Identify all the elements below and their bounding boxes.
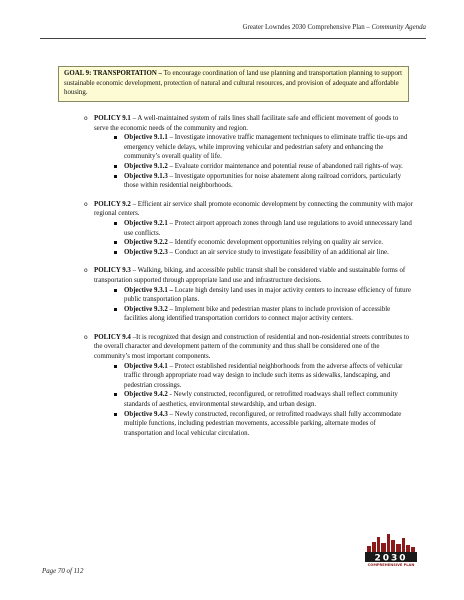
objective-list [94, 133, 414, 191]
policy-label: POLICY 9.3 [94, 267, 131, 275]
objective-text: – Protect established residential neighborhoods from the adverse affects of vehicular traffic through appropriate road way design to include such items as sidewalks, landscaping, and pedestrian crossings. [124, 362, 403, 389]
outline-bullet-icon: o [84, 333, 88, 341]
objective-9-1-1 [94, 133, 414, 162]
objective-9-2-2 [94, 238, 414, 248]
page-number: Page 70 of 112 [42, 568, 84, 575]
policy-text: – Walking, biking, and accessible public transit shall be considered viable and sustainable forms of transportation supported through appropriate land use and infrastructure decisions. [94, 267, 406, 284]
objective-label: Objective 9.4.2 [124, 391, 168, 399]
square-bullet-icon [114, 175, 117, 178]
objective-text: – Investigate innovative traffic management techniques to eliminate traffic tie-ups and emergency vehicle delays, while improving vehicular and pedestrian safety and enhancing the community’s overall quality of life. [124, 134, 408, 161]
objective-text: – Investigate opportunities for noise abatement along railroad corridors, particularly those within residential neighborhoods. [124, 172, 402, 190]
objective-text: – Implement bike and pedestrian master plans to include provision of accessible facilities along identified transportation corridors to connect major activity centers. [124, 305, 391, 323]
logo-caption: COMPREHENSIVE PLAN [367, 563, 415, 567]
objective-label: Objective 9.1.1 [124, 134, 168, 142]
objective-text: - Newly constructed, reconfigured, or retrofitted roadways shall reflect community standards of aesthetics, environmental stewardship, and urban design. [124, 391, 398, 409]
square-bullet-icon [114, 222, 117, 225]
goal-text: To encourage coordination of land use planning and transportation planning to support sustainable economic development, protection of natural and cultural resources, and provision of adequate and affordable housing. [64, 70, 403, 97]
square-bullet-icon [114, 251, 117, 254]
header-title: Greater Lowndes 2030 Comprehensive Plan [242, 24, 365, 31]
square-bullet-icon [114, 289, 117, 292]
objective-9-2-1 [94, 219, 414, 238]
policy-label: POLICY 9.2 [94, 200, 131, 208]
policy-list [84, 114, 414, 447]
objective-text: – Identify economic development opportunities relying on quality air service. [167, 239, 384, 247]
policy-label: POLICY 9.4 [94, 333, 131, 341]
objective-9-1-2 [94, 162, 414, 172]
objective-label: Objective 9.4.1 [124, 362, 168, 370]
policy-9-1 [84, 114, 414, 191]
objective-label: Objective 9.3.1 – [124, 286, 173, 294]
logo-year: 2030 [374, 553, 408, 564]
policy-text: – Efficient air service shall promote economic development by connecting the community with major regional centers. [94, 200, 413, 218]
policy-9-4 [84, 333, 414, 439]
objective-text: – Newly constructed, reconfigured, or retrofitted roadways shall fully accommodate multiple functions, including pedestrian movements, accessible parking, alternate modes of transportation and local vehicular circulation. [124, 410, 402, 437]
objective-text: – Conduct an air service study to investigate feasibility of an additional air line. [167, 248, 389, 256]
objective-label: Objective 9.2.3 [124, 248, 168, 256]
outline-bullet-icon: o [84, 200, 88, 208]
logo-graphic [365, 533, 417, 567]
objective-label: Objective 9.4.3 [124, 410, 168, 418]
objective-label: Objective 9.2.2 [124, 239, 168, 247]
objective-list [94, 362, 414, 439]
goal-label: GOAL 9: TRANSPORTATION – [64, 70, 162, 77]
square-bullet-icon [114, 308, 117, 311]
outline-bullet-icon: o [84, 115, 88, 122]
city-skyline-logo-icon [365, 533, 417, 567]
objective-list [94, 219, 414, 257]
policy-label: POLICY 9.1 [94, 115, 131, 122]
objective-label: Objective 9.1.2 [124, 162, 168, 170]
objective-label: Objective 9.1.3 [124, 172, 168, 180]
objective-9-2-3 [94, 248, 414, 258]
objective-9-3-2 [94, 305, 414, 324]
goal-box [58, 66, 409, 102]
skyline-buildings [367, 534, 415, 552]
square-bullet-icon [114, 165, 117, 168]
policy-9-2 [84, 200, 414, 258]
objective-9-1-3 [94, 172, 414, 191]
square-bullet-icon [114, 393, 117, 396]
policy-text: –It is recognized that design and construction of residential and non-residential streets contributes to the overall character and development pattern of the community and thus shall be considered one of the community’s most important components. [94, 333, 410, 361]
page-header [40, 22, 426, 39]
header-separator: – [364, 24, 372, 31]
objective-label: Objective 9.2.1 [124, 219, 168, 227]
header-subtitle: Community Agenda [371, 24, 426, 31]
objective-9-4-3 [94, 410, 414, 439]
objective-9-4-1 [94, 362, 414, 391]
policy-9-3 [84, 266, 414, 324]
square-bullet-icon [114, 365, 117, 368]
outline-bullet-icon: o [84, 267, 88, 275]
square-bullet-icon [114, 413, 117, 416]
square-bullet-icon [114, 241, 117, 244]
square-bullet-icon [114, 136, 117, 139]
objective-text: – Protect airport approach zones through land use regulations to avoid unnecessary land use conflicts. [124, 219, 412, 237]
objective-text: – Evaluate corridor maintenance and potential reuse of abandoned rail rights-of way. [167, 162, 403, 170]
policy-text: – A well-maintained system of rails lines shall facilitate safe and efficient movement of goods to serve the economic needs of the community and region. [94, 115, 399, 132]
objective-label: Objective 9.3.2 [124, 305, 168, 313]
objective-list [94, 286, 414, 324]
objective-9-4-2 [94, 390, 414, 409]
objective-9-3-1 [94, 286, 414, 305]
objective-text: Locate high density land uses in major activity centers to increase efficiency of future public transportation plans. [124, 286, 411, 304]
